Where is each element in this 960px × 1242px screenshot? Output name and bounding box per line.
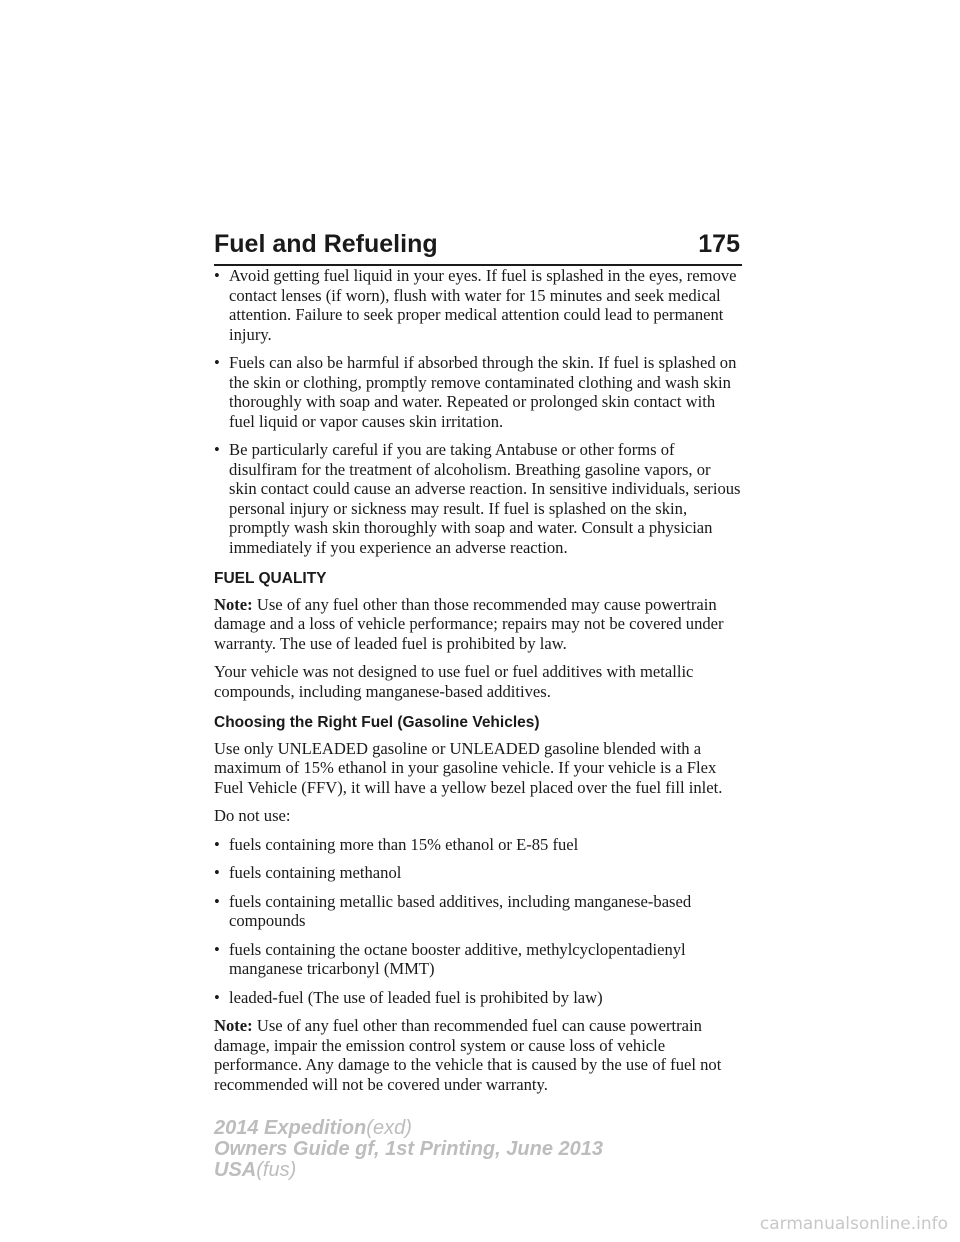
document-footer xyxy=(214,1118,603,1181)
bullet-icon: • xyxy=(214,987,220,1007)
watermark: carmanualsonline.info xyxy=(759,1214,948,1234)
list-item xyxy=(214,892,742,931)
footer-region-code: (fus) xyxy=(256,1159,297,1181)
warning-list xyxy=(214,266,742,557)
list-item xyxy=(214,940,742,979)
footer-guide: Owners Guide gf, 1st Printing, June 2013 xyxy=(214,1138,603,1160)
fuel-quality-heading: FUEL QUALITY xyxy=(214,570,327,587)
list-item-text: fuels containing the octane booster additive, methylcyclopentadienyl manganese tricarbonyl (MMT) xyxy=(229,939,686,978)
choosing-fuel-paragraph: Use only UNLEADED gasoline or UNLEADED gasoline blended with a maximum of 15% ethanol in your gasoline vehicle. If your vehicle is a Flex Fuel Vehicle (FFV), it will have a yellow bezel placed over the fuel fill inlet. xyxy=(214,738,723,797)
list-item xyxy=(214,440,742,557)
list-item xyxy=(214,353,742,431)
do-not-use-label: Do not use: xyxy=(214,806,291,825)
list-item xyxy=(214,266,742,344)
bullet-icon: • xyxy=(214,863,220,882)
fuel-quality-paragraph: Your vehicle was not designed to use fuel or fuel additives with metallic compounds, including manganese-based additives. xyxy=(214,662,694,701)
bullet-icon: • xyxy=(214,440,220,459)
list-item-text: Avoid getting fuel liquid in your eyes. If fuel is splashed in the eyes, remove contact lenses (if worn), flush with water for 15 minutes and seek medical attention. Failure to seek proper medical attention could lead to permanent injury. xyxy=(229,266,737,344)
list-item-text: fuels containing more than 15% ethanol or E-85 fuel xyxy=(229,834,579,854)
page-number: 175 xyxy=(698,230,740,258)
list-item xyxy=(214,988,742,1008)
list-item-text: Fuels can also be harmful if absorbed through the skin. If fuel is splashed on the skin or clothing, promptly remove contaminated clothing and wash skin thoroughly with soap and water. Repeated or prolonged skin contact with fuel liquid or vapor causes skin irritation. xyxy=(229,353,737,431)
list-item xyxy=(214,835,742,855)
note-label: Note: xyxy=(214,594,253,614)
list-item-text: leaded-fuel (The use of leaded fuel is prohibited by law) xyxy=(229,987,603,1007)
list-item xyxy=(214,863,742,883)
footer-model-code: (exd) xyxy=(366,1117,412,1139)
choosing-fuel-heading: Choosing the Right Fuel (Gasoline Vehicles) xyxy=(214,714,540,731)
list-item-text: Be particularly careful if you are taking Antabuse or other forms of disulfiram for the treatment of alcoholism. Breathing gasoline vapors, or skin contact could cause an adverse reaction. In sensitive individuals, serious personal injury or sickness may result. If fuel is splashed on the skin, promptly wash skin thoroughly with soap and water. Consult a physician immediately if you experience an adverse reaction. xyxy=(229,440,741,557)
footer-model: 2014 Expedition xyxy=(214,1117,367,1139)
note-text: Use of any fuel other than recommended fuel can cause powertrain damage, impair the emission control system or cause loss of vehicle performance. Any damage to the vehicle that is caused by the use of fuel not recommended will not be covered under warranty. xyxy=(214,1016,722,1094)
footer-region: USA xyxy=(214,1159,257,1181)
note-label: Note: xyxy=(214,1016,253,1035)
list-item-text: fuels containing metallic based additives, including manganese-based compounds xyxy=(229,891,692,930)
footer-region-line xyxy=(214,1160,603,1181)
bullet-icon: • xyxy=(214,266,220,285)
bullet-icon: • xyxy=(214,834,220,854)
section-title: Fuel and Refueling xyxy=(214,230,438,258)
page-content xyxy=(214,266,742,1103)
do-not-use-list xyxy=(214,835,742,1008)
bullet-icon: • xyxy=(214,939,220,959)
fuel-quality-note xyxy=(214,595,742,654)
list-item-text: fuels containing methanol xyxy=(229,863,402,882)
bullet-icon: • xyxy=(214,353,220,372)
page-header xyxy=(214,228,742,266)
footer-model-line xyxy=(214,1118,603,1139)
bullet-icon: • xyxy=(214,891,220,911)
choosing-fuel-note xyxy=(214,1016,742,1094)
note-text: Use of any fuel other than those recommended may cause powertrain damage and a loss of vehicle performance; repairs may not be covered under warranty. The use of leaded fuel is prohibited by law. xyxy=(214,594,724,653)
